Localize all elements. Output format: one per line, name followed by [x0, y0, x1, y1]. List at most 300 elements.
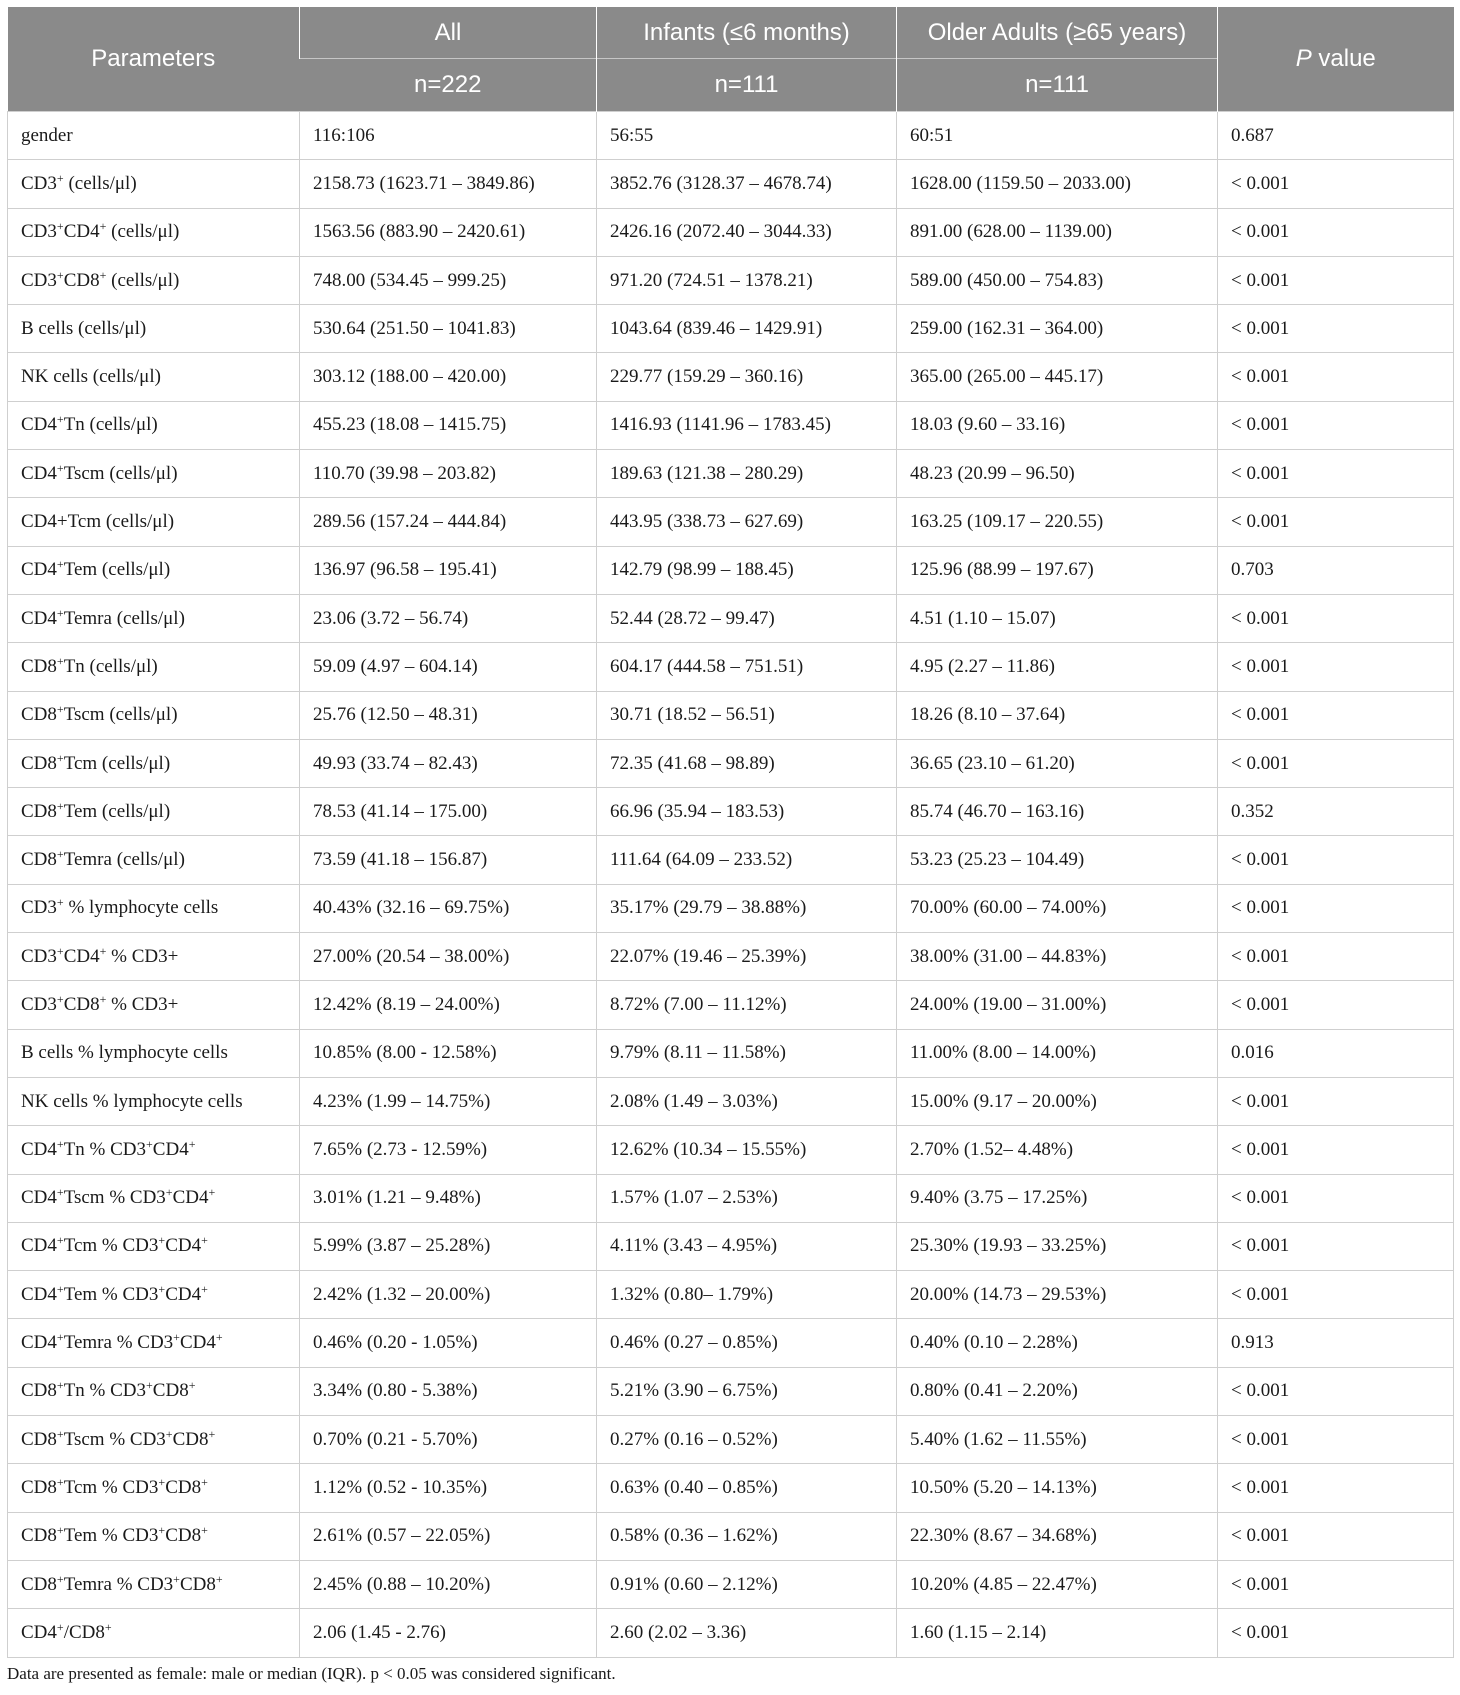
parameter-text: CD8	[21, 800, 57, 822]
superscript: +	[56, 460, 64, 475]
table-row	[8, 836, 1454, 884]
superscript: +	[56, 1330, 64, 1345]
cell-parameter	[8, 1222, 300, 1270]
cell-older-adults: 53.23 (25.23 – 104.49)	[897, 836, 1218, 884]
cell-older-adults: 10.20% (4.85 – 22.47%)	[897, 1560, 1218, 1608]
cell-p-value: < 0.001	[1218, 981, 1454, 1029]
table-body	[8, 112, 1454, 1658]
cell-all: 1.12% (0.52 - 10.35%)	[300, 1464, 597, 1512]
cell-older-adults: 20.00% (14.73 – 29.53%)	[897, 1271, 1218, 1319]
cell-all: 303.12 (188.00 – 420.00)	[300, 353, 597, 401]
cell-p-value: < 0.001	[1218, 933, 1454, 981]
cell-p-value: < 0.001	[1218, 1077, 1454, 1125]
cell-older-adults: 5.40% (1.62 – 11.55%)	[897, 1416, 1218, 1464]
cell-parameter	[8, 1271, 300, 1319]
table-row	[8, 498, 1454, 546]
cell-older-adults: 25.30% (19.93 – 33.25%)	[897, 1222, 1218, 1270]
cell-parameter	[8, 1512, 300, 1560]
cell-p-value: < 0.001	[1218, 1367, 1454, 1415]
cell-p-value: < 0.001	[1218, 739, 1454, 787]
cell-parameter	[8, 401, 300, 449]
table-row	[8, 1077, 1454, 1125]
superscript: +	[165, 1185, 173, 1200]
parameter-text: Tem (cells/μl)	[63, 559, 171, 581]
superscript: +	[188, 1136, 196, 1151]
superscript: +	[56, 557, 64, 572]
cell-parameter	[8, 1609, 300, 1657]
cell-older-adults: 589.00 (450.00 – 754.83)	[897, 256, 1218, 304]
superscript: +	[201, 1281, 208, 1296]
cell-older-adults: 85.74 (46.70 – 163.16)	[897, 788, 1218, 836]
parameter-text: CD4+Tcm (cells/μl)	[21, 511, 175, 533]
cell-older-adults: 18.03 (9.60 – 33.16)	[897, 401, 1218, 449]
cell-older-adults: 0.40% (0.10 – 2.28%)	[897, 1319, 1218, 1367]
parameter-text: CD4	[152, 1138, 189, 1160]
cell-infants: 5.21% (3.90 – 6.75%)	[597, 1367, 897, 1415]
superscript: +	[99, 219, 107, 234]
cell-infants: 443.95 (338.73 – 627.69)	[597, 498, 897, 546]
parameter-text: Tn (cells/μl)	[63, 414, 158, 436]
cell-infants: 0.27% (0.16 – 0.52%)	[597, 1416, 897, 1464]
parameter-text: CD8	[21, 1573, 57, 1595]
superscript: +	[215, 1330, 223, 1345]
parameter-text: Tscm (cells/μl)	[63, 462, 178, 484]
table-row	[8, 546, 1454, 594]
cell-all: 5.99% (3.87 – 25.28%)	[300, 1222, 597, 1270]
parameter-text: NK cells % lymphocyte cells	[21, 1090, 243, 1112]
parameter-text: Tcm % CD3	[63, 1476, 159, 1498]
superscript: +	[56, 702, 64, 717]
parameter-text: CD3	[21, 269, 57, 291]
parameter-text: Tem (cells/μl)	[63, 800, 171, 822]
superscript: +	[158, 1281, 166, 1296]
cell-infants: 1.32% (0.80– 1.79%)	[597, 1271, 897, 1319]
cell-older-adults: 163.25 (109.17 – 220.55)	[897, 498, 1218, 546]
cell-infants: 1416.93 (1141.96 – 1783.45)	[597, 401, 897, 449]
superscript: +	[158, 1523, 166, 1538]
cell-infants: 56:55	[597, 112, 897, 160]
superscript: +	[56, 1281, 64, 1296]
header-n-infants: n=111	[597, 59, 897, 112]
superscript: +	[56, 412, 64, 427]
superscript: +	[201, 1474, 208, 1489]
table-row	[8, 691, 1454, 739]
cell-parameter	[8, 1126, 300, 1174]
superscript: +	[56, 1426, 64, 1441]
superscript: +	[56, 170, 64, 185]
cell-all: 10.85% (8.00 - 12.58%)	[300, 1029, 597, 1077]
superscript: +	[56, 1523, 64, 1538]
table-row	[8, 1512, 1454, 1560]
parameter-text: (cells/μl)	[106, 221, 180, 243]
cell-older-adults: 48.23 (20.99 – 96.50)	[897, 450, 1218, 498]
superscript: +	[56, 1619, 64, 1634]
superscript: +	[56, 219, 64, 234]
superscript: +	[158, 1233, 166, 1248]
header-n-all: n=222	[300, 59, 597, 112]
table-row	[8, 305, 1454, 353]
parameter-text: (cells/μl)	[106, 269, 180, 291]
header-group-infants: Infants (≤6 months)	[597, 7, 897, 59]
parameter-text: CD4	[63, 221, 100, 243]
parameter-text: CD3	[21, 221, 57, 243]
cell-all: 748.00 (534.45 – 999.25)	[300, 256, 597, 304]
parameter-text: Tn % CD3	[63, 1138, 147, 1160]
cell-all: 3.01% (1.21 – 9.48%)	[300, 1174, 597, 1222]
cell-older-adults: 2.70% (1.52– 4.48%)	[897, 1126, 1218, 1174]
parameter-text: % CD3+	[106, 945, 179, 967]
cell-p-value: 0.687	[1218, 112, 1454, 160]
table-row	[8, 1367, 1454, 1415]
cell-all: 2.45% (0.88 – 10.20%)	[300, 1560, 597, 1608]
cell-infants: 72.35 (41.68 – 98.89)	[597, 739, 897, 787]
table-row	[8, 1560, 1454, 1608]
cell-p-value: < 0.001	[1218, 643, 1454, 691]
cell-all: 530.64 (251.50 – 1041.83)	[300, 305, 597, 353]
superscript: +	[56, 798, 64, 813]
table-header	[8, 7, 1454, 112]
cell-p-value: < 0.001	[1218, 401, 1454, 449]
table-row	[8, 1126, 1454, 1174]
parameter-text: /CD8	[63, 1621, 105, 1643]
superscript: +	[56, 1233, 64, 1248]
superscript: +	[215, 1571, 223, 1586]
parameter-text: CD4	[63, 945, 100, 967]
superscript: +	[99, 943, 107, 958]
cell-p-value: 0.016	[1218, 1029, 1454, 1077]
cell-all: 289.56 (157.24 – 444.84)	[300, 498, 597, 546]
cell-older-adults: 10.50% (5.20 – 14.13%)	[897, 1464, 1218, 1512]
cell-infants: 142.79 (98.99 – 188.45)	[597, 546, 897, 594]
superscript: +	[104, 1619, 112, 1634]
parameter-text: Temra (cells/μl)	[63, 849, 185, 871]
cell-infants: 2426.16 (2072.40 – 3044.33)	[597, 208, 897, 256]
table-footnote: Data are presented as female: male or median (IQR). p < 0.05 was considered significant.	[7, 1664, 616, 1683]
cell-infants: 3852.76 (3128.37 – 4678.74)	[597, 160, 897, 208]
parameter-text: CD8	[179, 1573, 216, 1595]
table-row	[8, 160, 1454, 208]
superscript: +	[56, 847, 64, 862]
table-row	[8, 933, 1454, 981]
parameter-text: % CD3+	[106, 993, 179, 1015]
superscript: +	[188, 1378, 196, 1393]
superscript: +	[99, 267, 107, 282]
superscript: +	[56, 1185, 64, 1200]
cell-all: 0.46% (0.20 - 1.05%)	[300, 1319, 597, 1367]
cell-p-value: < 0.001	[1218, 305, 1454, 353]
cell-infants: 2.60 (2.02 – 3.36)	[597, 1609, 897, 1657]
cell-all: 110.70 (39.98 – 203.82)	[300, 450, 597, 498]
table-container	[7, 7, 1453, 1658]
cell-p-value: < 0.001	[1218, 1416, 1454, 1464]
parameter-text: CD4	[21, 1187, 57, 1209]
parameter-text: CD4	[21, 1283, 57, 1305]
cell-older-adults: 24.00% (19.00 – 31.00%)	[897, 981, 1218, 1029]
parameter-text: Temra % CD3	[63, 1332, 174, 1354]
cell-parameter	[8, 691, 300, 739]
parameter-text: CD8	[21, 1380, 57, 1402]
cell-all: 0.70% (0.21 - 5.70%)	[300, 1416, 597, 1464]
cell-p-value: < 0.001	[1218, 691, 1454, 739]
cell-all: 2.42% (1.32 – 20.00%)	[300, 1271, 597, 1319]
table-row	[8, 1222, 1454, 1270]
superscript: +	[56, 1474, 64, 1489]
cell-p-value: < 0.001	[1218, 1271, 1454, 1319]
cell-infants: 0.91% (0.60 – 2.12%)	[597, 1560, 897, 1608]
cell-parameter	[8, 884, 300, 932]
cell-p-value: < 0.001	[1218, 353, 1454, 401]
parameter-text: CD8	[165, 1525, 202, 1547]
parameter-text: CD4	[165, 1235, 202, 1257]
superscript: +	[56, 943, 64, 958]
cell-older-adults: 259.00 (162.31 – 364.00)	[897, 305, 1218, 353]
cell-older-adults: 125.96 (88.99 – 197.67)	[897, 546, 1218, 594]
parameter-text: CD4	[179, 1332, 216, 1354]
superscript: +	[165, 1426, 173, 1441]
parameter-text: CD4	[21, 607, 57, 629]
parameter-text: Tn % CD3	[63, 1380, 147, 1402]
parameter-text: CD8	[63, 993, 100, 1015]
superscript: +	[56, 991, 64, 1006]
superscript: +	[173, 1571, 180, 1586]
cell-all: 2158.73 (1623.71 – 3849.86)	[300, 160, 597, 208]
cell-p-value: < 0.001	[1218, 1174, 1454, 1222]
cell-infants: 12.62% (10.34 – 15.55%)	[597, 1126, 897, 1174]
cell-all: 40.43% (32.16 – 69.75%)	[300, 884, 597, 932]
superscript: +	[56, 1571, 64, 1586]
cell-infants: 4.11% (3.43 – 4.95%)	[597, 1222, 897, 1270]
parameter-text: CD4	[21, 1138, 57, 1160]
cell-all: 4.23% (1.99 – 14.75%)	[300, 1077, 597, 1125]
table-row	[8, 401, 1454, 449]
cell-p-value: 0.352	[1218, 788, 1454, 836]
cell-infants: 30.71 (18.52 – 56.51)	[597, 691, 897, 739]
parameter-text: CD4	[21, 462, 57, 484]
cell-infants: 35.17% (29.79 – 38.88%)	[597, 884, 897, 932]
cell-infants: 971.20 (724.51 – 1378.21)	[597, 256, 897, 304]
superscript: +	[201, 1233, 208, 1248]
cell-p-value: 0.913	[1218, 1319, 1454, 1367]
superscript: +	[173, 1330, 180, 1345]
superscript: +	[56, 605, 64, 620]
table-row	[8, 256, 1454, 304]
cell-parameter	[8, 1464, 300, 1512]
cell-all: 73.59 (41.18 – 156.87)	[300, 836, 597, 884]
parameter-text: CD8	[165, 1476, 202, 1498]
parameter-text: CD8	[21, 752, 57, 774]
header-n-older-adults: n=111	[897, 59, 1218, 112]
header-group-older-adults: Older Adults (≥65 years)	[897, 7, 1218, 59]
cell-infants: 52.44 (28.72 – 99.47)	[597, 594, 897, 642]
cell-parameter	[8, 256, 300, 304]
table-row	[8, 1271, 1454, 1319]
cell-infants: 1.57% (1.07 – 2.53%)	[597, 1174, 897, 1222]
table-row	[8, 1319, 1454, 1367]
cell-older-adults: 4.51 (1.10 – 15.07)	[897, 594, 1218, 642]
cell-older-adults: 9.40% (3.75 – 17.25%)	[897, 1174, 1218, 1222]
superscript: +	[56, 1136, 64, 1151]
cell-parameter	[8, 836, 300, 884]
table-row	[8, 353, 1454, 401]
cell-p-value: < 0.001	[1218, 160, 1454, 208]
cell-all: 2.06 (1.45 - 2.76)	[300, 1609, 597, 1657]
cell-parameter	[8, 546, 300, 594]
parameter-text: CD3	[21, 897, 57, 919]
data-table	[7, 7, 1454, 1658]
cell-parameter	[8, 160, 300, 208]
cell-parameter	[8, 450, 300, 498]
table-row	[8, 884, 1454, 932]
cell-infants: 0.46% (0.27 – 0.85%)	[597, 1319, 897, 1367]
cell-parameter	[8, 739, 300, 787]
cell-infants: 1043.64 (839.46 – 1429.91)	[597, 305, 897, 353]
cell-older-adults: 60:51	[897, 112, 1218, 160]
parameter-text: (cells/μl)	[63, 172, 137, 194]
parameter-text: Tscm % CD3	[63, 1428, 166, 1450]
cell-older-adults: 36.65 (23.10 – 61.20)	[897, 739, 1218, 787]
cell-all: 78.53 (41.14 – 175.00)	[300, 788, 597, 836]
cell-parameter	[8, 594, 300, 642]
parameter-text: CD8	[21, 655, 57, 677]
parameter-text: Temra % CD3	[63, 1573, 174, 1595]
cell-parameter	[8, 1560, 300, 1608]
cell-all: 1563.56 (883.90 – 2420.61)	[300, 208, 597, 256]
cell-all: 455.23 (18.08 – 1415.75)	[300, 401, 597, 449]
parameter-text: CD8	[21, 1525, 57, 1547]
cell-p-value: < 0.001	[1218, 1126, 1454, 1174]
cell-p-value: < 0.001	[1218, 1609, 1454, 1657]
cell-older-adults: 1628.00 (1159.50 – 2033.00)	[897, 160, 1218, 208]
cell-p-value: < 0.001	[1218, 594, 1454, 642]
table-row	[8, 739, 1454, 787]
superscript: +	[56, 267, 64, 282]
superscript: +	[56, 750, 64, 765]
cell-infants: 604.17 (444.58 – 751.51)	[597, 643, 897, 691]
table-row	[8, 450, 1454, 498]
cell-all: 116:106	[300, 112, 597, 160]
cell-parameter	[8, 1077, 300, 1125]
parameter-text: NK cells (cells/μl)	[21, 366, 161, 388]
cell-parameter	[8, 1416, 300, 1464]
cell-infants: 111.64 (64.09 – 233.52)	[597, 836, 897, 884]
cell-parameter	[8, 353, 300, 401]
parameter-text: CD3	[21, 172, 57, 194]
cell-infants: 189.63 (121.38 – 280.29)	[597, 450, 897, 498]
parameter-text: CD4	[21, 1235, 57, 1257]
cell-parameter	[8, 981, 300, 1029]
cell-parameter	[8, 112, 300, 160]
parameter-text: % lymphocyte cells	[63, 897, 219, 919]
cell-older-adults: 70.00% (60.00 – 74.00%)	[897, 884, 1218, 932]
cell-p-value: < 0.001	[1218, 450, 1454, 498]
table-row	[8, 788, 1454, 836]
parameter-text: Temra (cells/μl)	[63, 607, 185, 629]
cell-infants: 0.58% (0.36 – 1.62%)	[597, 1512, 897, 1560]
cell-older-adults: 365.00 (265.00 – 445.17)	[897, 353, 1218, 401]
parameter-text: B cells % lymphocyte cells	[21, 1042, 228, 1064]
cell-p-value: < 0.001	[1218, 884, 1454, 932]
cell-infants: 9.79% (8.11 – 11.58%)	[597, 1029, 897, 1077]
superscript: +	[208, 1426, 216, 1441]
superscript: +	[56, 653, 64, 668]
cell-all: 136.97 (96.58 – 195.41)	[300, 546, 597, 594]
parameter-text: CD4	[21, 559, 57, 581]
cell-parameter	[8, 1174, 300, 1222]
parameter-text: gender	[21, 124, 73, 146]
parameter-text: Tcm (cells/μl)	[63, 752, 171, 774]
cell-p-value: 0.703	[1218, 546, 1454, 594]
parameter-text: CD3	[21, 993, 57, 1015]
cell-infants: 2.08% (1.49 – 3.03%)	[597, 1077, 897, 1125]
cell-older-adults: 4.95 (2.27 – 11.86)	[897, 643, 1218, 691]
superscript: +	[201, 1523, 208, 1538]
superscript: +	[56, 1378, 64, 1393]
parameter-text: CD4	[172, 1187, 209, 1209]
cell-parameter	[8, 643, 300, 691]
cell-infants: 22.07% (19.46 – 25.39%)	[597, 933, 897, 981]
table-row	[8, 1029, 1454, 1077]
parameter-text: Tscm % CD3	[63, 1187, 166, 1209]
cell-older-adults: 38.00% (31.00 – 44.83%)	[897, 933, 1218, 981]
parameter-text: CD8	[152, 1380, 189, 1402]
cell-p-value: < 0.001	[1218, 498, 1454, 546]
cell-all: 49.93 (33.74 – 82.43)	[300, 739, 597, 787]
cell-older-adults: 891.00 (628.00 – 1139.00)	[897, 208, 1218, 256]
cell-parameter	[8, 1367, 300, 1415]
header-p-value: P value	[1218, 7, 1454, 112]
cell-all: 59.09 (4.97 – 604.14)	[300, 643, 597, 691]
cell-all: 12.42% (8.19 – 24.00%)	[300, 981, 597, 1029]
cell-parameter	[8, 498, 300, 546]
header-group-all: All	[300, 7, 597, 59]
parameter-text: Tscm (cells/μl)	[63, 704, 178, 726]
table-row	[8, 112, 1454, 160]
cell-p-value: < 0.001	[1218, 1512, 1454, 1560]
cell-all: 23.06 (3.72 – 56.74)	[300, 594, 597, 642]
parameter-text: B cells (cells/μl)	[21, 317, 147, 339]
cell-parameter	[8, 305, 300, 353]
parameter-text: CD8	[63, 269, 100, 291]
parameter-text: Tcm % CD3	[63, 1235, 159, 1257]
cell-infants: 66.96 (35.94 – 183.53)	[597, 788, 897, 836]
cell-infants: 0.63% (0.40 – 0.85%)	[597, 1464, 897, 1512]
parameter-text: CD8	[21, 849, 57, 871]
cell-parameter	[8, 208, 300, 256]
cell-older-adults: 0.80% (0.41 – 2.20%)	[897, 1367, 1218, 1415]
parameter-text: CD3	[21, 945, 57, 967]
cell-older-adults: 22.30% (8.67 – 34.68%)	[897, 1512, 1218, 1560]
cell-p-value: < 0.001	[1218, 1222, 1454, 1270]
cell-all: 7.65% (2.73 - 12.59%)	[300, 1126, 597, 1174]
table-row	[8, 1416, 1454, 1464]
parameter-text: CD4	[21, 414, 57, 436]
table-row	[8, 594, 1454, 642]
cell-older-adults: 18.26 (8.10 – 37.64)	[897, 691, 1218, 739]
cell-p-value: < 0.001	[1218, 1464, 1454, 1512]
parameter-text: CD4	[21, 1332, 57, 1354]
table-row	[8, 981, 1454, 1029]
parameter-text: Tem % CD3	[63, 1525, 159, 1547]
cell-p-value: < 0.001	[1218, 1560, 1454, 1608]
superscript: +	[146, 1378, 153, 1393]
cell-all: 27.00% (20.54 – 38.00%)	[300, 933, 597, 981]
table-row	[8, 1464, 1454, 1512]
cell-older-adults: 1.60 (1.15 – 2.14)	[897, 1609, 1218, 1657]
parameter-text: CD8	[172, 1428, 209, 1450]
cell-all: 25.76 (12.50 – 48.31)	[300, 691, 597, 739]
parameter-text: CD8	[21, 1428, 57, 1450]
cell-parameter	[8, 1319, 300, 1367]
